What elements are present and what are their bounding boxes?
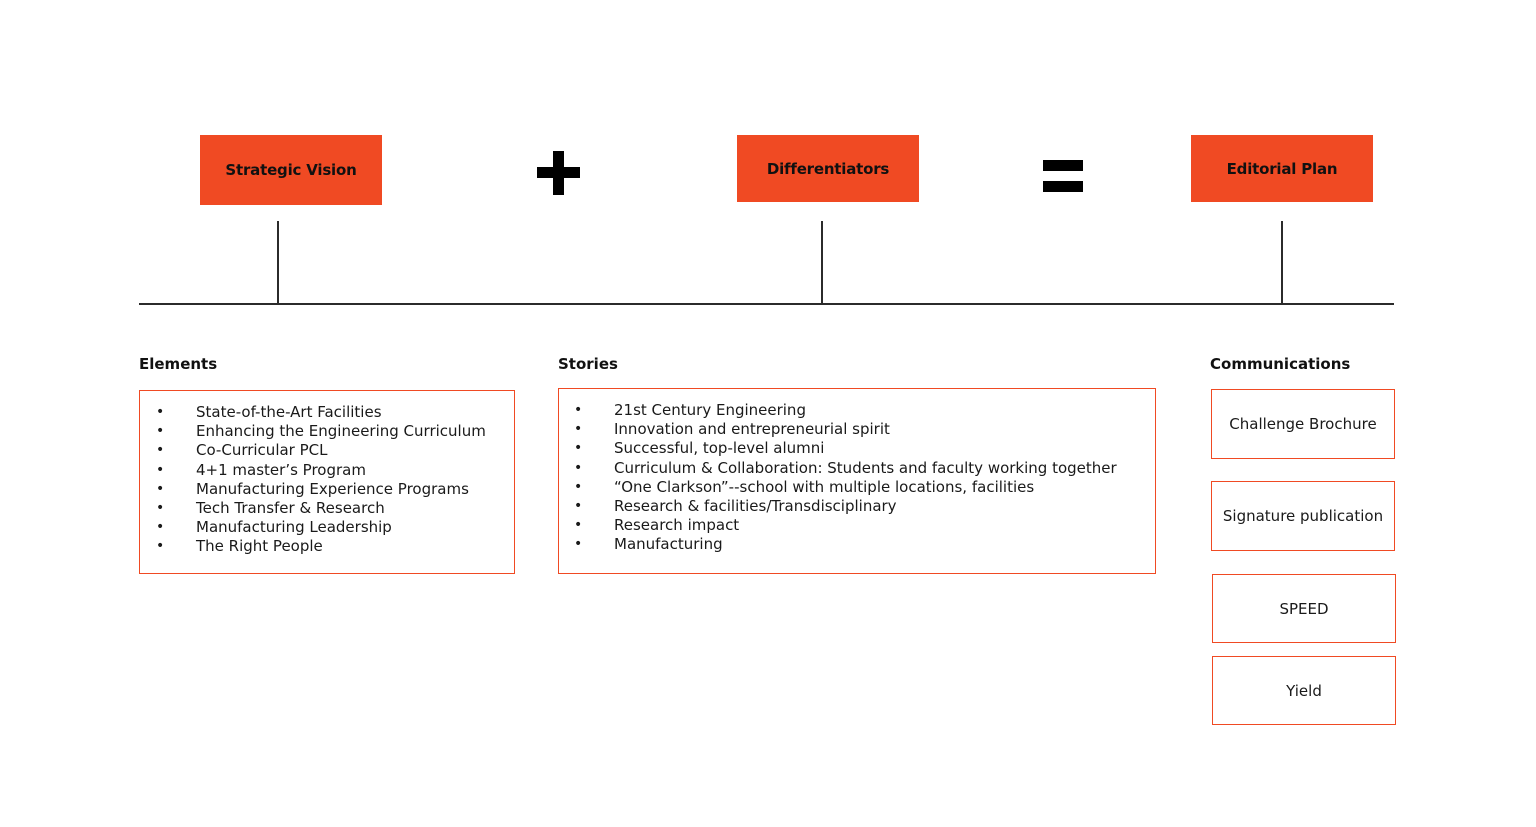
list-item: • Successful, top-level alumni	[574, 439, 825, 458]
timeline-baseline	[139, 303, 1394, 305]
list-item: • Innovation and entrepreneurial spirit	[574, 420, 890, 439]
bullet-icon: •	[574, 517, 583, 534]
bullet-icon: •	[574, 536, 583, 553]
connector-line-editorial	[1281, 221, 1283, 304]
stories-list	[574, 401, 1117, 555]
bullet-icon: •	[574, 421, 583, 438]
list-item: • Manufacturing	[574, 535, 723, 554]
bullet-icon: •	[574, 440, 583, 457]
list-item: • Research impact	[574, 516, 740, 535]
editorial-plan-box	[1191, 135, 1373, 202]
list-item: • Manufacturing Experience Programs	[156, 479, 469, 498]
bullet-icon: •	[574, 459, 583, 476]
list-item: • State-of-the-Art Facilities	[156, 403, 382, 421]
yield-box: Yield	[1212, 656, 1396, 725]
equals-icon	[1043, 160, 1083, 192]
stories-title: Stories	[558, 355, 618, 373]
differentiators-box	[737, 135, 919, 202]
speed-box: SPEED	[1212, 574, 1396, 643]
list-item: • “One Clarkson”--school with multiple locations, facilities	[574, 477, 1035, 496]
plus-icon	[537, 151, 580, 195]
list-item: • Enhancing the Engineering Curriculum	[156, 422, 486, 441]
strategic-vision-box	[200, 135, 382, 205]
editorial-plan-label: Editorial Plan	[1226, 159, 1338, 178]
bullet-icon: •	[156, 442, 165, 459]
bullet-icon: •	[156, 500, 165, 517]
stories-list-box	[558, 388, 1156, 574]
bullet-icon: •	[574, 498, 583, 515]
bullet-icon: •	[156, 461, 165, 478]
signature-publication-box: Signature publication	[1211, 481, 1395, 551]
list-item: • 4+1 master’s Program	[156, 460, 366, 479]
list-item: • Research & facilities/Transdisciplinary	[574, 497, 897, 516]
bullet-icon: •	[156, 480, 165, 497]
bullet-icon: •	[156, 538, 165, 555]
elements-title: Elements	[139, 355, 218, 373]
list-item: • Co-Curricular PCL	[156, 441, 328, 460]
bullet-icon: •	[574, 478, 583, 495]
bullet-icon: •	[156, 519, 165, 536]
bullet-icon: •	[156, 423, 165, 440]
communications-title: Communications	[1210, 355, 1351, 373]
list-item: • Manufacturing Leadership	[156, 518, 392, 537]
strategic-vision-label: Strategic Vision	[225, 161, 357, 179]
connector-line-differentiators	[821, 221, 823, 304]
elements-list-box	[139, 390, 515, 574]
elements-list	[156, 403, 486, 557]
list-item: • Tech Transfer & Research	[156, 499, 385, 518]
list-item: • The Right People	[156, 537, 323, 556]
differentiators-label: Differentiators	[766, 159, 890, 178]
list-item: • 21st Century Engineering	[574, 401, 806, 419]
connector-line-strategic	[277, 221, 279, 304]
list-item: • Curriculum & Collaboration: Students and faculty working together	[574, 458, 1117, 477]
bullet-icon: •	[574, 402, 583, 418]
bullet-icon: •	[156, 404, 165, 420]
challenge-brochure-box: Challenge Brochure	[1211, 389, 1395, 459]
